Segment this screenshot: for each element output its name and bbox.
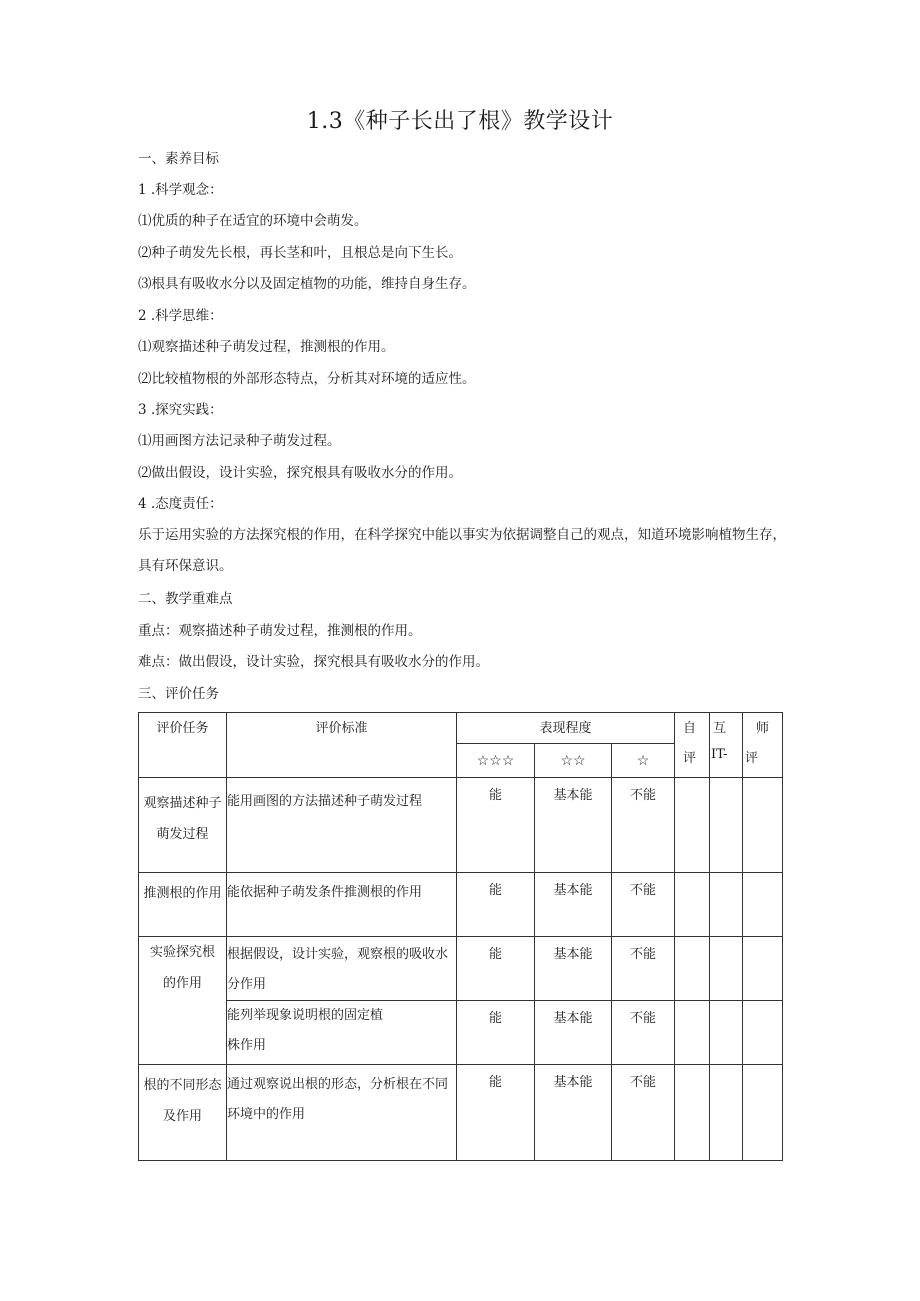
row-standard: 通过观察说出根的形态，分析根在不同环境中的作用 [227, 1065, 457, 1161]
row-self-eval-cell[interactable] [675, 873, 710, 937]
subheading-inquiry-practice: 3 .探究实践： [138, 402, 223, 418]
table-row [139, 937, 783, 1001]
row-task: 观察描述种子萌发过程 [139, 778, 227, 873]
attitude-paragraph: 乐于运用实验的方法探究根的作用，在科学探究中能以事实为依据调整自己的观点，知道环境影响植物生存，具有环保意识。 [138, 527, 786, 574]
row-level-can: 能 [457, 778, 535, 873]
row-level-cannot: 不能 [612, 937, 675, 1001]
row-peer-eval-cell[interactable] [710, 937, 743, 1001]
key-point-text: 重点：观察描述种子萌发过程，推测根的作用。 [138, 623, 422, 639]
row-standard: 根据假设，设计实验，观察根的吸收水分作用 [227, 937, 457, 1001]
stars-three: ☆☆☆ [457, 744, 535, 778]
row-peer-eval-cell[interactable] [710, 1001, 743, 1065]
subheading-science-thinking: 2 .科学思维： [138, 308, 223, 324]
row-teacher-eval-cell[interactable] [743, 1065, 783, 1161]
row-self-eval-cell[interactable] [675, 1065, 710, 1161]
practice-item-1: ⑴用画图方法记录种子萌发过程。 [138, 433, 341, 449]
row-level-cannot: 不能 [612, 1001, 675, 1065]
row-task: 根的不同形态及作用 [139, 1065, 227, 1161]
table-row [139, 1001, 783, 1065]
row-level-mostly: 基本能 [535, 937, 612, 1001]
practice-item-2: ⑵做出假设，设计实验，探究根具有吸收水分的作用。 [138, 465, 462, 481]
row-level-mostly: 基本能 [535, 778, 612, 873]
row-level-mostly: 基本能 [535, 1001, 612, 1065]
concept-item-2: ⑵种子萌发先长根，再长茎和叶，且根总是向下生长。 [138, 245, 462, 261]
concept-item-1: ⑴优质的种子在适宜的环境中会萌发。 [138, 213, 368, 229]
header-self-eval-bottom: 评 [683, 751, 697, 766]
row-standard: 能列举现象说明根的固定植株作用 [227, 1001, 457, 1065]
table-row [139, 778, 783, 873]
section-heading-evaluation: 三、评价任务 [138, 686, 219, 702]
header-self-eval-top: 自 [683, 721, 697, 736]
row-level-can: 能 [457, 1065, 535, 1161]
row-self-eval-cell[interactable] [675, 778, 710, 873]
row-level-cannot: 不能 [612, 873, 675, 937]
row-level-can: 能 [457, 1001, 535, 1065]
header-peer-eval [710, 713, 743, 778]
stars-two: ☆☆ [535, 744, 612, 778]
header-standard: 评价标准 [227, 713, 457, 778]
row-peer-eval-cell[interactable] [710, 778, 743, 873]
header-task: 评价任务 [139, 713, 227, 778]
row-level-can: 能 [457, 937, 535, 1001]
thinking-item-1: ⑴观察描述种子萌发过程，推测根的作用。 [138, 339, 395, 355]
thinking-item-2: ⑵比较植物根的外部形态特点，分析其对环境的适应性。 [138, 371, 476, 387]
stars-one: ☆ [612, 744, 675, 778]
row-task: 实验探究根的作用 [139, 937, 227, 1065]
row-teacher-eval-cell[interactable] [743, 937, 783, 1001]
row-standard: 能用画图的方法描述种子萌发过程 [227, 778, 457, 873]
header-teacher-eval-bottom: 评 [745, 751, 759, 766]
table-row [139, 873, 783, 937]
row-standard: 能依据种子萌发条件推测根的作用 [227, 873, 457, 937]
header-teacher-eval [743, 713, 783, 778]
document-title: 1.3《种子长出了根》教学设计 [306, 109, 614, 134]
row-level-cannot: 不能 [612, 778, 675, 873]
section-heading-key-points: 二、教学重难点 [138, 591, 233, 607]
header-self-eval [675, 713, 710, 778]
concept-item-3: ⑶根具有吸收水分以及固定植物的功能，维持自身生存。 [138, 276, 476, 292]
subheading-attitude: 4 .态度责任： [138, 496, 223, 512]
evaluation-table [138, 712, 783, 1161]
row-self-eval-cell[interactable] [675, 1001, 710, 1065]
subheading-science-concept: 1 .科学观念： [138, 182, 223, 198]
table-header-row [139, 713, 783, 744]
header-performance-level: 表现程度 [457, 713, 675, 744]
difficult-point-text: 难点：做出假设，设计实验，探究根具有吸收水分的作用。 [138, 654, 489, 670]
row-level-cannot: 不能 [612, 1065, 675, 1161]
row-teacher-eval-cell[interactable] [743, 1001, 783, 1065]
row-peer-eval-cell[interactable] [710, 1065, 743, 1161]
table-row [139, 1065, 783, 1161]
row-level-can: 能 [457, 873, 535, 937]
header-peer-eval-top: 互 [713, 721, 727, 736]
row-level-mostly: 基本能 [535, 873, 612, 937]
header-teacher-eval-top: 师 [756, 721, 770, 736]
row-level-mostly: 基本能 [535, 1065, 612, 1161]
header-peer-eval-bottom: IT- [711, 747, 728, 762]
row-peer-eval-cell[interactable] [710, 873, 743, 937]
row-task: 推测根的作用 [139, 873, 227, 937]
row-teacher-eval-cell[interactable] [743, 873, 783, 937]
row-teacher-eval-cell[interactable] [743, 778, 783, 873]
section-heading-goals: 一、素养目标 [138, 151, 219, 167]
row-self-eval-cell[interactable] [675, 937, 710, 1001]
